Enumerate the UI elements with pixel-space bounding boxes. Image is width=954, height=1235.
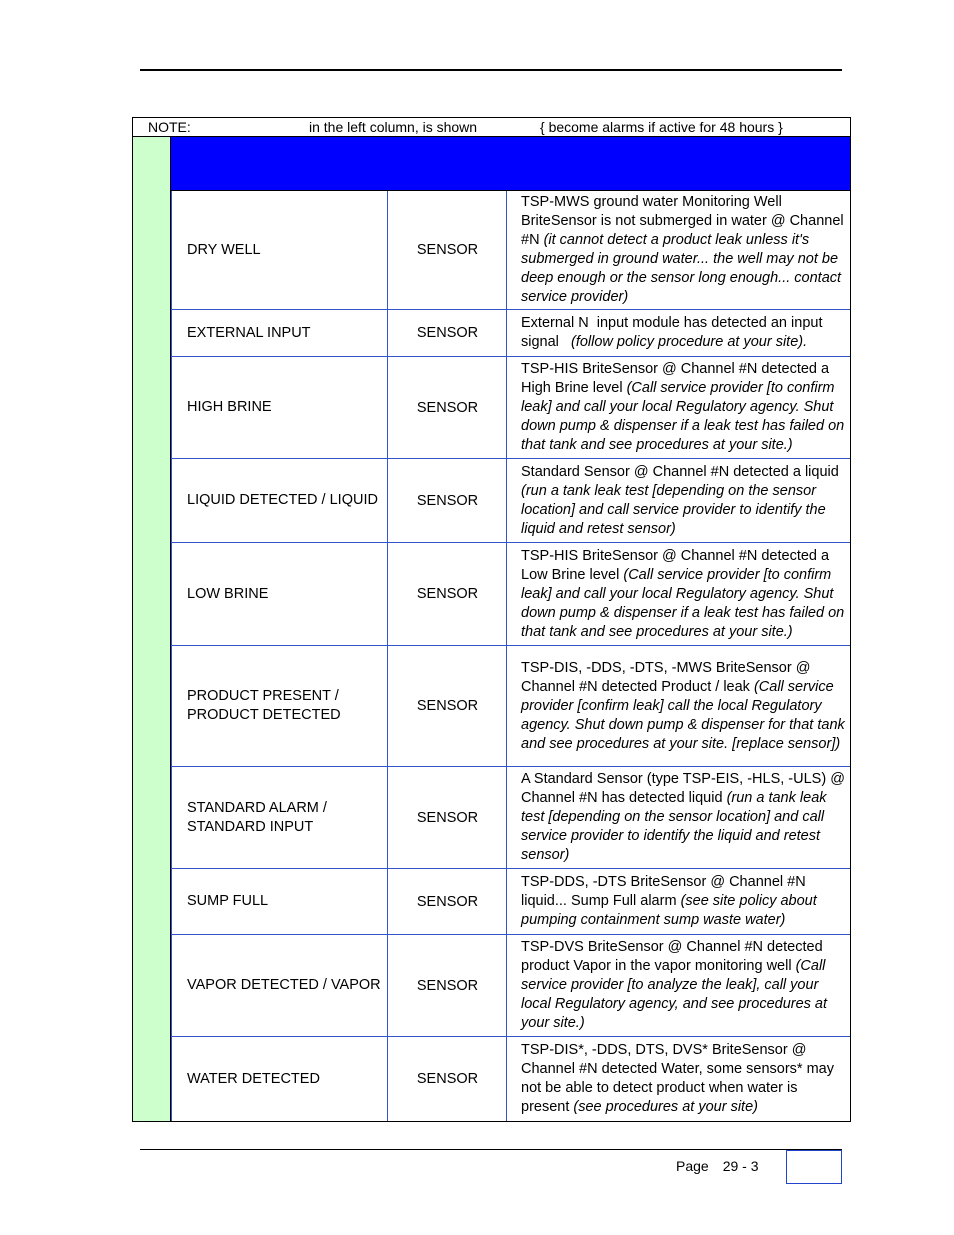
table-row (171, 191, 850, 310)
alarm-description: A Standard Sensor (type TSP-EIS, -HLS, -ULS) @ Channel #N has detected liquid (run a tank leak test [depending on the sensor location] and call service provider to identify the liquid and retest sensor) (506, 767, 850, 868)
alarm-description: TSP-DIS, -DDS, -DTS, -MWS BriteSensor @ Channel #N detected Product / leak (Call service provider [confirm leak] call the local Regulatory agency. Shut down pump & dispenser for that tank and see procedures at your site. [replace sensor]) (506, 646, 850, 766)
alarm-description: TSP-DIS*, -DDS, DTS, DVS* BriteSensor @ Channel #N detected Water, some sensors* may not be able to detect product when water is present (see procedures at your site) (506, 1037, 850, 1121)
alarm-type: SENSOR (387, 1037, 507, 1121)
alarm-type: SENSOR (387, 935, 507, 1036)
alarm-type: SENSOR (387, 357, 507, 458)
table-row (171, 767, 850, 869)
alarm-type: SENSOR (387, 191, 507, 309)
note-row (133, 118, 850, 137)
alarm-type: SENSOR (387, 459, 507, 542)
left-color-column (133, 137, 171, 1121)
table-row (171, 310, 850, 357)
alarm-type: SENSOR (387, 869, 507, 934)
table-row (171, 357, 850, 459)
alarm-name: HIGH BRINE (171, 357, 387, 458)
page-label: Page (676, 1158, 709, 1174)
alarm-name: LIQUID DETECTED / LIQUID (171, 459, 387, 542)
note-label: NOTE: (148, 119, 191, 135)
alarm-description: TSP-DVS BriteSensor @ Channel #N detected product Vapor in the vapor monitoring well (Call service provider [to analyze the leak], call your local Regulatory agency, and see procedures at your site.) (506, 935, 850, 1036)
alarm-type: SENSOR (387, 310, 507, 356)
alarm-name: PRODUCT PRESENT / PRODUCT DETECTED (171, 646, 387, 766)
alarm-type: SENSOR (387, 767, 507, 868)
alarm-type: SENSOR (387, 543, 507, 645)
header-rule (140, 69, 842, 71)
alarm-table (132, 117, 851, 1122)
alarm-name: SUMP FULL (171, 869, 387, 934)
page-number (676, 1158, 759, 1174)
table-row (171, 935, 850, 1037)
table-row (171, 1037, 850, 1121)
alarm-description: TSP-MWS ground water Monitoring Well BriteSensor is not submerged in water @ Channel #N (it cannot detect a product leak unless it's submerged in ground water... the well may not be deep enough or the sensor long enough... contact service provider) (506, 191, 850, 309)
footer-rule (140, 1149, 842, 1150)
alarm-description: Standard Sensor @ Channel #N detected a liquid (run a tank leak test [depending on the sensor location] and call service provider to identify the liquid and retest sensor) (506, 459, 850, 542)
table-row (171, 869, 850, 935)
footer-box (786, 1150, 842, 1184)
alarm-name: STANDARD ALARM / STANDARD INPUT (171, 767, 387, 868)
alarm-name: DRY WELL (171, 191, 387, 309)
alarm-type: SENSOR (387, 646, 507, 766)
table-body (171, 191, 850, 1121)
note-middle-text: in the left column, is shown (309, 119, 478, 135)
alarm-description: TSP-HIS BriteSensor @ Channel #N detected a Low Brine level (Call service provider [to confirm leak] and call your local Regulatory agency. Shut down pump & dispenser if a leak test has failed on that tank and see procedures at your site.) (506, 543, 850, 645)
alarm-description: TSP-DDS, -DTS BriteSensor @ Channel #N liquid... Sump Full alarm (see site policy about pumping containment sump waste water) (506, 869, 850, 934)
page-number-value: 29 - 3 (722, 1158, 759, 1174)
note-right-text: { become alarms if active for 48 hours } (540, 119, 783, 135)
alarm-name: LOW BRINE (171, 543, 387, 645)
table-row (171, 543, 850, 646)
alarm-name: WATER DETECTED (171, 1037, 387, 1121)
table-header-band (171, 137, 850, 191)
table-row (171, 646, 850, 767)
table-row (171, 459, 850, 543)
alarm-description: TSP-HIS BriteSensor @ Channel #N detected a High Brine level (Call service provider [to confirm leak] and call your local Regulatory agency. Shut down pump & dispenser if a leak test has failed on that tank and see procedures at your site.) (506, 357, 850, 458)
alarm-name: VAPOR DETECTED / VAPOR (171, 935, 387, 1036)
alarm-description: External N input module has detected an input signal (follow policy procedure at your site). (506, 310, 850, 356)
alarm-name: EXTERNAL INPUT (171, 310, 387, 356)
